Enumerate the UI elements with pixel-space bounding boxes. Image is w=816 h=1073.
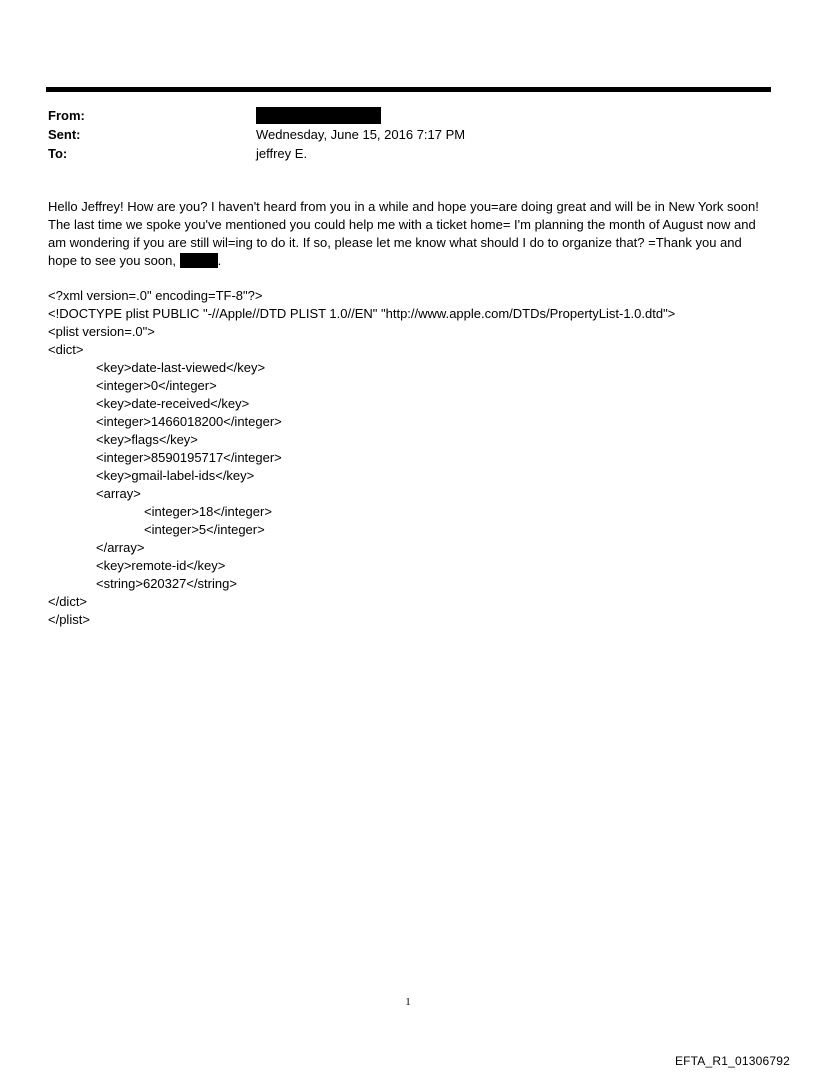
header-divider [46,87,771,92]
plist-line: <!DOCTYPE plist PUBLIC "-//Apple//DTD PLIST 1.0//EN" "http://www.apple.com/DTDs/PropertyList-1.0.dtd"> [48,306,676,321]
from-redaction [256,107,381,124]
plist-line: <key>date-received</key> [96,396,250,411]
plist-line: <string>620327</string> [96,576,237,591]
to-row [48,145,748,162]
sent-row [48,126,748,143]
plist-line: <key>gmail-label-ids</key> [96,468,255,483]
body-paragraph-2-end: . [217,253,222,268]
plist-line: <integer>1466018200</integer> [96,414,282,429]
plist-line: <integer>18</integer> [144,504,272,519]
body-paragraph-1: Hello Jeffrey! How are you? I haven't heard from you in a while and hope you=are doing great and will be in New York soon! [48,199,759,214]
plist-line: <key>remote-id</key> [96,558,226,573]
from-label: From: [48,108,85,123]
name-redaction [180,253,218,268]
plist-line: <dict> [48,342,84,357]
plist-line: </array> [96,540,145,555]
plist-line: <key>flags</key> [96,432,198,447]
plist-line: </dict> [48,594,88,609]
plist-line: <plist version=.0"> [48,324,155,339]
to-label: To: [48,146,68,161]
plist-line: <integer>0</integer> [96,378,217,393]
plist-line: <array> [96,486,141,501]
email-body [48,198,770,270]
sent-value: Wednesday, June 15, 2016 7:17 PM [256,127,466,142]
body-paragraph-2-text: The last time we spoke you've mentioned you could help me with a ticket home= I'm planning the month of August now and am wondering if you are still wil=ing to do it. If so, please let me know what should I do to organize that? =Thank you and hope to see you soon, [48,217,756,268]
plist-line: </plist> [48,612,90,627]
plist-line: <key>date-last-viewed</key> [96,360,266,375]
document-id: EFTA_R1_01306792 [674,1054,790,1068]
from-row [48,107,748,124]
plist-line: <integer>5</integer> [144,522,265,537]
plist-line: <?xml version=.0" encoding=TF-8"?> [48,288,263,303]
body-paragraph-2 [48,216,770,270]
plist-line: <integer>8590195717</integer> [96,450,282,465]
sent-label: Sent: [48,127,81,142]
plist-metadata [48,287,675,629]
page-number: 1 [405,996,411,1008]
to-value: jeffrey E. [256,146,308,161]
